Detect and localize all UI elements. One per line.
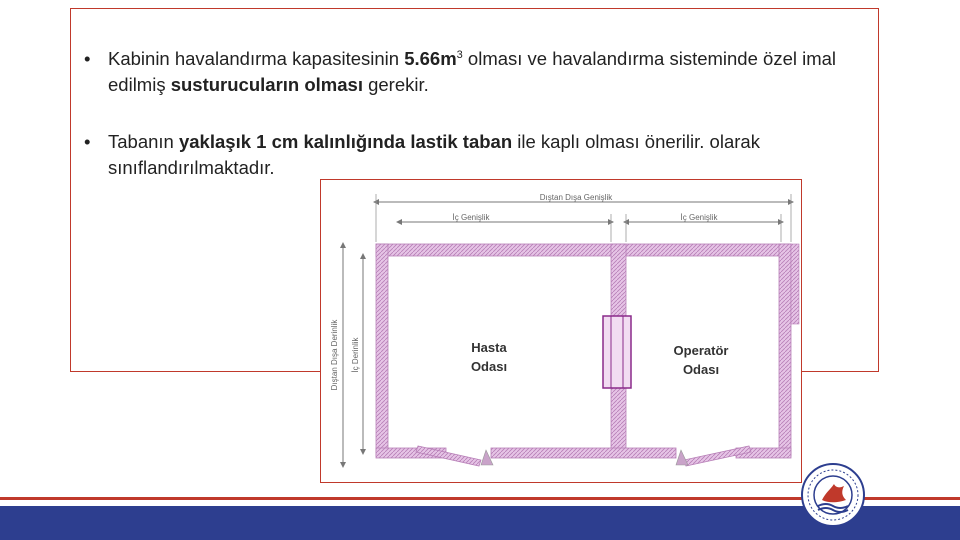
bullet1-text-3: gerekir. [362, 74, 429, 95]
bullet-marker: • [84, 131, 91, 152]
inner-depth-label: İç Derinlik [351, 337, 360, 373]
operator-room-label-2: Odası [682, 362, 720, 377]
patient-room-label-1: Hasta [471, 340, 507, 355]
university-seal-icon [800, 462, 866, 528]
bullet1-text-2: olması ve havalandırma sisteminde özel imal edilmiş [108, 48, 837, 95]
bullet-marker: • [84, 48, 91, 69]
bullet-ventilation [84, 46, 874, 98]
walls [376, 244, 799, 458]
bullet1-bold-silencers: susturucuların olması [170, 74, 363, 95]
connecting-door [603, 316, 631, 388]
bullet2-text-1: Tabanın [108, 131, 179, 152]
patient-room-label-2: Odası [470, 359, 508, 374]
outer-width-label: Dıştan Dışa Genişlik [539, 193, 613, 202]
floor-plan-drawing [321, 180, 800, 481]
bullet1-bold-capacity: 5.66m [404, 48, 457, 69]
inner-width-right-label: İç Genişlik [680, 213, 718, 222]
bullet2-bold-rubber: yaklaşık 1 cm kalınlığında lastik taban [178, 131, 513, 152]
bullet1-superscript: 3 [456, 48, 463, 61]
floor-plan-figure [320, 179, 802, 483]
inner-width-left-label: İç Genişlik [452, 213, 490, 222]
bullet2-text-2: ile kaplı olması önerilir. olarak sınıflandırılmaktadır. [108, 131, 760, 178]
bullet1-text-1: Kabinin havalandırma kapasitesinin [108, 48, 405, 69]
outer-depth-label: Dıştan Dışa Derinlik [330, 319, 339, 391]
bullet-floor [84, 129, 874, 181]
operator-room-label-1: Operatör [673, 343, 729, 358]
